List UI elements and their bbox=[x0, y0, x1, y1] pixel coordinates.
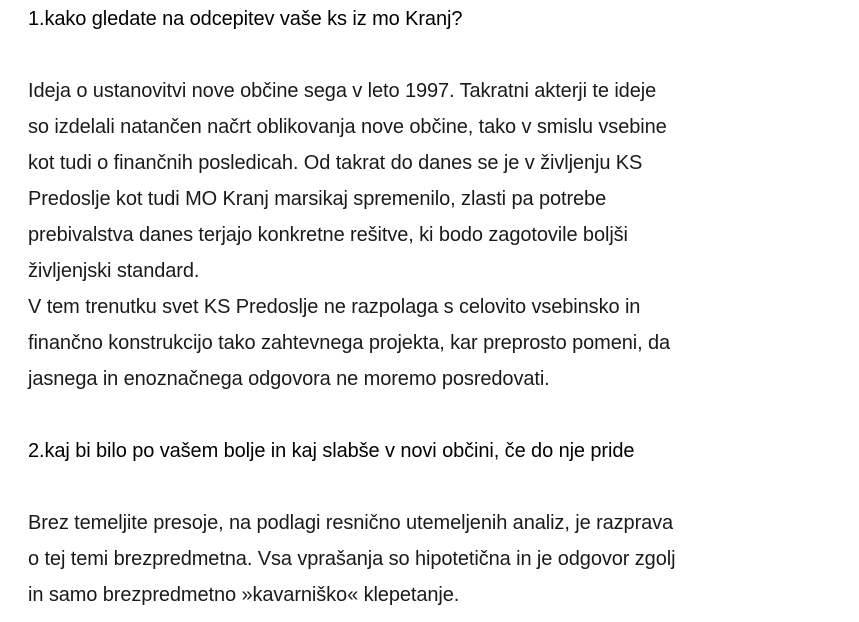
answer-1-line: prebivalstva danes terjajo konkretne rešitve, ki bodo zagotovile boljši bbox=[28, 224, 628, 246]
paragraph-spacer bbox=[28, 469, 848, 505]
answer-1-line: življenjski standard. bbox=[28, 260, 200, 282]
answer-1-line: finančno konstrukcijo tako zahtevnega projekta, kar preprosto pomeni, da bbox=[28, 332, 671, 354]
answer-2-line: o tej temi brezpredmetna. Vsa vprašanja so hipotetična in je odgovor zgolj bbox=[28, 548, 676, 570]
answer-1-paragraph bbox=[28, 73, 848, 397]
question-1-heading: 1.kako gledate na odcepitev vaše ks iz mo Kranj? bbox=[28, 8, 463, 30]
answer-1-line: so izdelali natančen načrt oblikovanja nove občine, tako v smislu vsebine bbox=[28, 116, 667, 138]
question-2-heading: 2.kaj bi bilo po vašem bolje in kaj slabše v novi občini, če do nje pride bbox=[28, 440, 635, 462]
answer-1-line: Ideja o ustanovitvi nove občine sega v leto 1997. Takratni akterji te ideje bbox=[28, 80, 657, 102]
answer-1-line: kot tudi o finančnih posledicah. Od takrat do danes se je v življenju KS bbox=[28, 152, 643, 174]
answer-1-line: jasnega in enoznačnega odgovora ne moremo posredovati. bbox=[28, 368, 550, 390]
answer-2-line: in samo brezpredmetno »kavarniško« klepetanje. bbox=[28, 584, 460, 606]
answer-2-line: Brez temeljite presoje, na podlagi resnično utemeljenih analiz, je razprava bbox=[28, 512, 674, 534]
answer-2-paragraph bbox=[28, 505, 848, 613]
paragraph-spacer bbox=[28, 397, 848, 433]
document-body bbox=[28, 0, 848, 613]
answer-1-line: Predoslje kot tudi MO Kranj marsikaj spremenilo, zlasti pa potrebe bbox=[28, 188, 607, 210]
answer-1-line: V tem trenutku svet KS Predoslje ne razpolaga s celovito vsebinsko in bbox=[28, 296, 641, 318]
paragraph-spacer bbox=[28, 37, 848, 73]
